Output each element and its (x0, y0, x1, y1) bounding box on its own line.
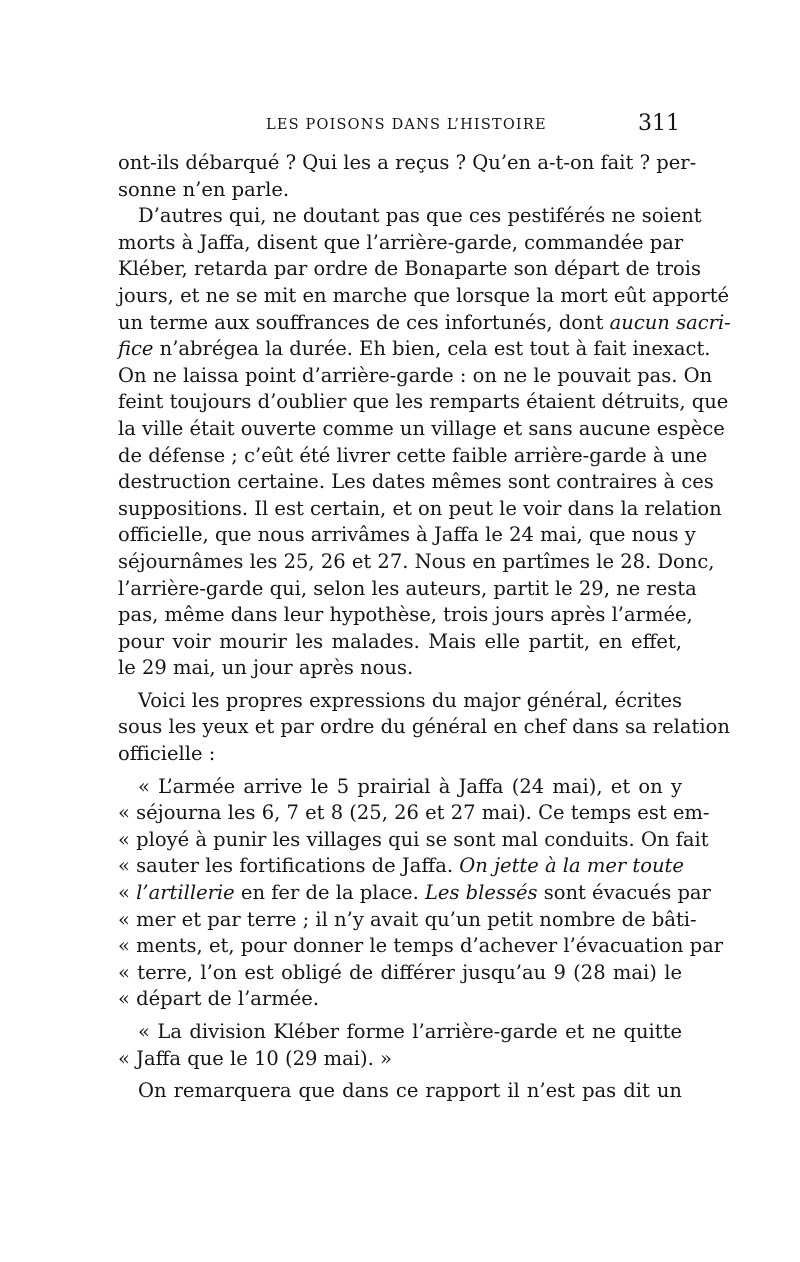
page-header (118, 111, 682, 141)
body-text (118, 150, 731, 1105)
text-line: D’autres qui, ne doutant pas que ces pestiférés ne soient (138, 204, 702, 228)
quote-line: « L’armée arrive le 5 prairial à Jaffa (24 mai), et on y (138, 774, 682, 798)
quote-line: « départ de l’armée. (118, 987, 319, 1011)
text-run: « sauter les fortifications de Jaffa. (118, 854, 460, 878)
text-line: sous les yeux et par ordre du général en chef dans sa relation (118, 715, 730, 739)
text-line: jours, et ne se mit en marche que lorsque la mort eût apporté (118, 283, 730, 307)
text-line: pas, même dans leur hypothèse, trois jours après l’armée, (118, 603, 693, 627)
quote-line (118, 880, 711, 907)
quote-line: « terre, l’on est obligé de différer jusqu’au 9 (28 mai) le (118, 960, 682, 984)
text-line: feint toujours d’oublier que les remparts étaient détruits, que (118, 390, 729, 414)
text-line: On ne laissa point d’arrière-garde : on ne le pouvait pas. On (118, 363, 713, 387)
quote-line: « Jaffa que le 10 (29 mai). » (118, 1046, 392, 1070)
text-line: morts à Jaffa, disent que l’arrière-garde, commandée par (118, 230, 684, 254)
text-line: sonne n’en parle. (118, 177, 290, 201)
text-run: un terme aux souffrances de ces infortunés, dont (118, 310, 610, 334)
quote-line: « mer et par terre ; il n’y avait qu’un petit nombre de bâti- (118, 907, 697, 931)
text-line: le 29 mai, un jour après nous. (118, 656, 414, 680)
text-run: sont évacués par (537, 881, 711, 905)
text-run: n’abrégea la durée. Eh bien, cela est tout à fait inexact. (153, 337, 711, 361)
text-line: officielle, que nous arrivâmes à Jaffa le 24 mai, que nous y (118, 523, 696, 547)
text-line (118, 336, 711, 363)
text-line: ont-ils débarqué ? Qui les a reçus ? Qu’en a-t-on fait ? per- (118, 151, 697, 174)
quote-line: « La division Kléber forme l’arrière-garde et ne quitte (138, 1020, 682, 1043)
italic-run: fice (118, 337, 154, 361)
text-line: On remarquera que dans ce rapport il n’est pas dit un (138, 1079, 682, 1103)
page-number: 311 (638, 111, 680, 136)
quote-line: « séjourna les 6, 7 et 8 (25, 26 et 27 mai). Ce temps est em- (118, 801, 710, 825)
italic-run: l’artillerie (136, 881, 235, 905)
text-run: en fer de la place. (234, 881, 425, 905)
text-line: séjournâmes les 25, 26 et 27. Nous en partîmes le 28. Donc, (118, 549, 715, 573)
italic-run: Les blessés (424, 881, 538, 905)
text-line (118, 310, 731, 337)
text-line: Voici les propres expressions du major général, écrites (138, 688, 682, 712)
text-line: pour voir mourir les malades. Mais elle partit, en effet, (118, 629, 682, 653)
text-line: Kléber, retarda par ordre de Bonaparte son départ de trois (118, 257, 701, 281)
text-line: l’arrière-garde qui, selon les auteurs, partit le 29, ne resta (118, 576, 697, 600)
text-line: destruction certaine. Les dates mêmes sont contraires à ces (118, 470, 714, 494)
text-line: officielle : (118, 742, 216, 766)
text-line: la ville était ouverte comme un village et sans aucune espèce (118, 416, 725, 440)
quote-line (118, 853, 682, 880)
text-line: de défense ; c’eût été livrer cette faible arrière-garde à une (118, 443, 708, 467)
quote-line: « ployé à punir les villages qui se sont mal conduits. On fait (118, 827, 709, 851)
quote-line: « ments, et, pour donner le temps d’achever l’évacuation par (118, 934, 724, 958)
running-title: LES POISONS DANS L’HISTOIRE (266, 117, 547, 133)
text-run: « (118, 881, 137, 905)
italic-run: aucun sacri- (609, 310, 731, 334)
text-line: suppositions. Il est certain, et on peut le voir dans la relation (118, 496, 722, 520)
italic-run: On jette à la mer toute (459, 854, 684, 878)
